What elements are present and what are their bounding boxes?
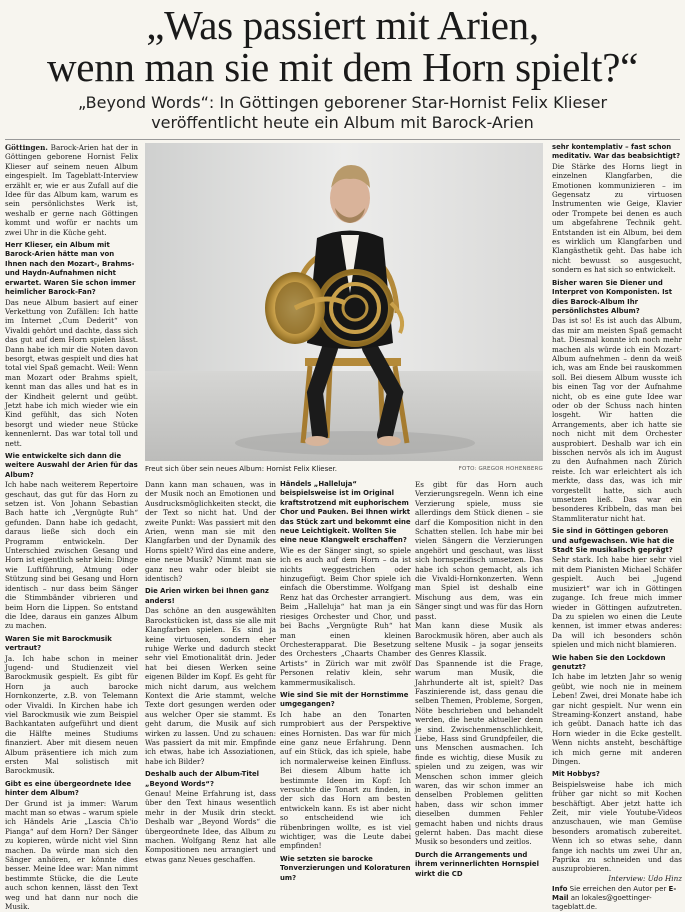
interview-question: Wie setzten sie barocke Tonverzierungen und Koloraturen um? (280, 854, 411, 882)
interview-answer: Das schöne an den ausgewählten Barockstücken ist, dass sie alle mit Klangfarben spielen. Es sind ja keine virtuosen, sondern eher ruhige Werke und dadurch steckt sehr viel Emotionalität drin. Jeder hat bei diesen Werken seine eigenen Bilder im Kopf. Es geht für mich nicht darum, aus welchem Kontext die Arie stammt, welche Texte dort gesungen werden oder aus welcher Oper sie stammt. Es geht darum, die Musik auf sich wirken zu lassen. Und zu schauen: Was passiert da mit mir. Empfinde ich etwas, habe ich Assoziationen, habe ich Bilder? (145, 606, 276, 766)
interview-question: Wie haben Sie den Lockdown genutzt? (552, 653, 666, 671)
interview-answer: Es gibt für das Horn auch Verzierungsregeln. Wenn ich eine Verzierung spiele, muss sie allerdings dem Stück dienen – sie darf die Komposition nicht in den Schatten stellen. Ich habe mir bei vielen Sängern die Verzierungen angehört und geschaut, was lässt sich hornspezifisch umsetzen. Das habe ich schon gemacht, als ich die Vivaldi-Hornkonzerten. Wenn man Spiel ist deshalb eine Mischung aus dem, was ein Sänger singt und was für das Horn passt. (415, 480, 543, 621)
interview-answer: Die Stärke des Horns liegt in einzelnen Klangfarben, die Emotionen kommunizieren – im Gegensatz zu virtuosen Instrumenten wie Geige, Klavier oder Trompete bei denen es auch um abgefahrene Technik geht. Entstanden ist ein Album, bei dem es wirklich um Klangfarben und Klangästhetik geht. Das habe ich nicht bewusst so ausgesucht, sondern es hat sich so entwickelt. (552, 161, 682, 275)
interview-question: Waren Sie mit Barockmusik vertraut? (5, 634, 112, 653)
headline (0, 4, 685, 88)
email-text: an lokales@goettinger-tageblatt.de. (552, 894, 652, 912)
column-5-body (552, 143, 682, 874)
subheadline-line-2: veröffentlicht heute ein Album mit Barock-Arien (151, 113, 534, 132)
photo-caption (145, 463, 543, 475)
interview-answer: Das ist so! Es ist auch das Album, das mir am meisten Spaß gemacht hat. Diesmal konnte ich noch mehr machen als würde ich ein Mozart-Album aufnehmen – denn da weiß ich, was am Ende bei rauskommen soll. Bei diesem Album wusste ich bis einen Tag vor der Aufnahme nicht, ob es eine gute Idee war oder ob der Schuss nach hinten losgeht. Wir hatten die Arrangements, aber ich hatte sie noch nicht mit dem Orchester ausprobiert. Deshalb war ich ein bisschen nervös als ich im August zu den Aufnahmen nach Zürich reiste. Ich war erleichtert als ich merkte, dass das, was ich mir vorgestellt hatte, sich auch umsetzen ließ. Das war ein besonderes Kribbeln, das man bei Stammliteratur nicht hat. (552, 316, 682, 523)
info-label: Info (552, 885, 568, 894)
headline-line-2: wenn man sie mit dem Horn spielt?“ (47, 44, 638, 90)
interview-answer: Dann kann man schauen, was in der Musik noch an Emotionen und Ausdrucksmöglichkeiten steckt, die der Text so nicht hat. Und der zweite Punkt: Was passiert mit den Arien, wenn man sie mit den Klangfarben und der Dynamik des Horns spielt? Wird das eine andere, eine neue Musik? Nimmt man sie ganz neu wahr oder bleibt sie identisch? (145, 480, 277, 584)
caption-text: Freut sich über sein neues Album: Hornist Felix Klieser. (145, 465, 337, 473)
divider (5, 139, 680, 140)
interview-answer: Ich habe im letzten Jahr so wenig geübt, wie noch nie in meinem Leben! Zwei, drei Monate habe ich gar nicht gespielt. Nur wenn ein Streaming-Konzert anstand, habe ich geübt. Danach hatte ich das Horn wieder in die Ecke gestellt. Wenn nichts ansteht, beschäftige ich mich gerne mit anderen Dingen. (552, 672, 682, 766)
interview-answer: Ja. Ich habe schon in meiner Jugend- und Studienzeit viel Barockmusik gespielt. Es gibt für Horn ja auch barocke Hornkonzerte, z.B. von Telemann oder Vivaldi. In Kirchen habe ich viel Barockmusik wie zum Beispiel Bachkantaten aufgeführt und dient die Hälfte meines Studiums finanziert. Aber mit diesem neuen Album präsentiere ich mich zum ersten Mal solistisch mit Barockmusik. (5, 653, 138, 776)
interview-answer: Sehr stark. Ich habe hier sehr viel mit dem Pianisten Michael Schäfer gespielt. Auch bei „Jugend musiziert“ war ich in Göttingen zugange. Ich freue mich immer wieder in Göttingen aufzutreten. Da zu spielen wo einen die Leute kennen, ist immer etwas anderes: Da will ich besonders schön spielen und mich nicht blamieren. (552, 555, 682, 650)
interview-answer: Das Spannende ist die Frage, warum man Musik, die Jahrhunderte alt ist, spielt? Das Faszinierende ist, dass genau die selben Themen, Probleme, Sorgen, Nöte beschrieben und behandelt werden, die heute aktueller denn je sind. Zwischenmenschlichkeit, Liebe, Hass sind Grundpfeiler, die uns Menschen ausmachen. Ich finde es wichtig, diese Musik zu spielen und zu zeigen, was wir Menschen schon immer gleich waren, das wir schon immer an denselben Problemen gelitten haben, dass wir schon immer dieselben dummen Fehler gemacht haben und nichts draus gelernt haben. Das macht diese Musik so besonders und zeitlos. (415, 658, 543, 847)
interview-question: Bisher waren Sie Diener und Interpret von Komponisten. Ist dies Barock-Album Ihr persönlichstes Album? (552, 278, 673, 315)
article-column-5 (552, 143, 682, 912)
interview-answer: Das neue Album basiert auf einer Verkettung von Zufällen: Ich hatte im Internet „Cum Dederit“ von Vivaldi gehört und dachte, dass sich das gut auf dem Horn spielen lässt. Dann habe ich mir die Noten davon besorgt, etwas gespielt und dies hat total viel Spaß gemacht. Weil: Wenn man Mozart oder Brahms spielt, kennt man das alles und hat es in der Kindheit gelernt und geübt. Jetzt habe ich mich wieder wie ein Kind gefühlt, das sich Noten besorgt und wieder neue Stücke kennenlernt. Das war total toll und nett. (5, 297, 138, 448)
dateline: Göttingen. (5, 143, 48, 152)
interview-question: Händels „Halleluja“ beispielsweise ist im Original kraftstrotzend mit euphorischem Chor und Pauken. Bei Ihnen wirkt das Stück zart und bekommt eine neue Leichtigkeit. Wollten Sie eine neue Klangwelt erschaffen? (280, 480, 411, 545)
interview-answer: Man kann diese Musik als Barockmusik hören, aber auch als seltene Musik – ja sogar jenseits des Genres Klassik. (415, 621, 543, 659)
interview-question: Wie sind Sie mit der Hornstimme umgegangen? (280, 690, 409, 709)
interview-question: sehr kontemplativ – fast schon meditativ. War das beabsichtigt? (552, 143, 681, 161)
author-credit: Interview: Udo Hinz (608, 873, 682, 883)
interview-answer: Wie es der Sänger singt, so spiele ich es auch auf dem Horn – da ist nichts weggestrichen oder hinzugefügt. Beim Chor spiele ich einfach die Oberstimme. Wolfgang Renz hat das Orchester arrangiert. Beim „Halleluja“ hat man ja ein riesiges Orchester und Chor, und bei Bachs „Vergnügte Ruh“ hat man einen kleinen Orchesterapparat. Die Besetzung des Orchesters „Chaarts Chamber Artists“ in Zürich war mit zwölf Personen relativ klein, sehr kammermusikalisch. (280, 545, 411, 687)
article-column-4 (415, 480, 543, 878)
interview-question: Sie sind in Göttingen geboren und aufgewachsen. Wie hat die Stadt Sie musikalisch geprägt? (552, 527, 675, 555)
interview-question: Durch die Arrangements und ihrem verinnerlichten Hornspiel wirkt die CD (415, 850, 539, 878)
interview-question: Gibt es eine übergeordnete Idee hinter dem Album? (5, 779, 132, 798)
intro-text: Barock-Arien hat der in Göttingen geborene Hornist Felix Klieser auf seinem neuen Album eingespielt. Im Tageblatt-Interview erzählt er, wie er aus Zufall auf die Idee für das Album kam, warum es sein persönlichstes Werk ist, weshalb er gerne nach Göttingen kommt und wofür er nachts um zwei Uhr in die Küche geht. (5, 143, 138, 237)
interview-answer: Ich habe nach weiterem Repertoire geschaut, das gut für das Horn zu setzen ist. Von Johann Sebastian Bach hatte ich „Vergnügte Ruh“ gefunden. Dann habe ich gedacht, daraus ließe sich doch ein Programm entwickeln. Der Unterschied zwischen Gesang und Horn ist eigentlich sehr klein: Dinge wie Luftführung, Atmung oder Stützung sind bei Gesang und Horn identisch – nur dass beim Sänger die Stimmbänder vibrieren und beim Horn die Lippen. So entstand die Idee, daraus ein ganzes Album zu machen. (5, 480, 138, 631)
subheadline-line-1: „Beyond Words“: In Göttingen geborener Star-Hornist Felix Klieser (77, 93, 608, 112)
info-box (552, 885, 682, 912)
info-text: Sie erreichen den Autor per (567, 885, 667, 894)
headline-line-1: „Was passiert mit Arien, (146, 2, 539, 48)
subheadline (0, 93, 685, 133)
photo-credit: FOTO: GREGOR HOHENBERG (458, 466, 543, 472)
interview-answer: Beispielsweise habe ich mich früher gar nicht so mit Kochen beschäftigt. Aber jetzt hatte ich Zeit, mir viele Youtube-Videos anzuschauen, wie man Gemüse besonders aromatisch zubereitet. Wenn ich so etwas sehe, dann fange ich nachts um zwei Uhr an, Paprika zu schneiden und das auszuprobieren. (552, 779, 682, 874)
hornist-photo-illustration (145, 143, 543, 461)
article-column-3 (280, 480, 411, 882)
interview-answer: Der Grund ist ja immer: Warum macht man so etwas – warum spiele ich Händels Arie „Lascia Ch'io Pianga“ auf dem Horn? Der Sänger zu kopieren, würde nicht viel Sinn machen. Da würde man sich den Sänger anhören, er könnte dies besser. Meine Idee war: Man nimmt bestimmte Stücke, die die Leute auch schon kennen, lässt den Text weg und hat dann nur noch die Musik. (5, 798, 138, 912)
interview-question: Herr Klieser, ein Album mit Barock-Arien hätte man von Ihnen nach den Mozart-, Brahms- und Haydn-Aufnahmen nicht erwartet. Waren Sie schon immer heimlicher Barock-Fan? (5, 241, 136, 297)
email-label: E-Mail (552, 885, 677, 903)
interview-answer (5, 143, 138, 237)
interview-question: Die Arien wirken bei Ihnen ganz anders! (145, 587, 269, 605)
article-column-2 (145, 480, 277, 864)
interview-question: Wie entwickelte sich dann die weitere Auswahl der Arien für das Album? (5, 452, 138, 479)
interview-question: Mit Hobbys? (552, 770, 600, 779)
interview-answer: Genau! Meine Erfahrung ist, dass über den Text hinaus wesentlich mehr in der Musik drin steckt. Deshalb war „Beyond Words“ die übergeordnete Idee, das Album zu machen. Wolfgang Renz hat alle Kompositionen neu arrangiert und etwas ganz Neues geschaffen. (145, 789, 276, 864)
interview-answer: Ich habe an den Tonarten rumprobiert aus der Perspektive eines Hornisten. Das war für mich eine ganz neue Erfahrung. Denn auf ein Stück, das ich spiele, habe ich normalerweise keinen Einfluss. Bei diesem Album hatte ich bestimmte Ideen im Kopf: Ich versuchte die Tonart zu finden, in der sich das Horn am besten entwickeln kann. Es ist aber nicht so entscheidend wie ich rübenbringen wollte, es ist viel wichtiger, was die Leute dabei empfinden! (280, 709, 411, 851)
interview-question: Deshalb auch der Album-Titel „Beyond Words“? (145, 770, 260, 788)
article-photo (145, 143, 543, 461)
article-column-1 (5, 143, 138, 912)
